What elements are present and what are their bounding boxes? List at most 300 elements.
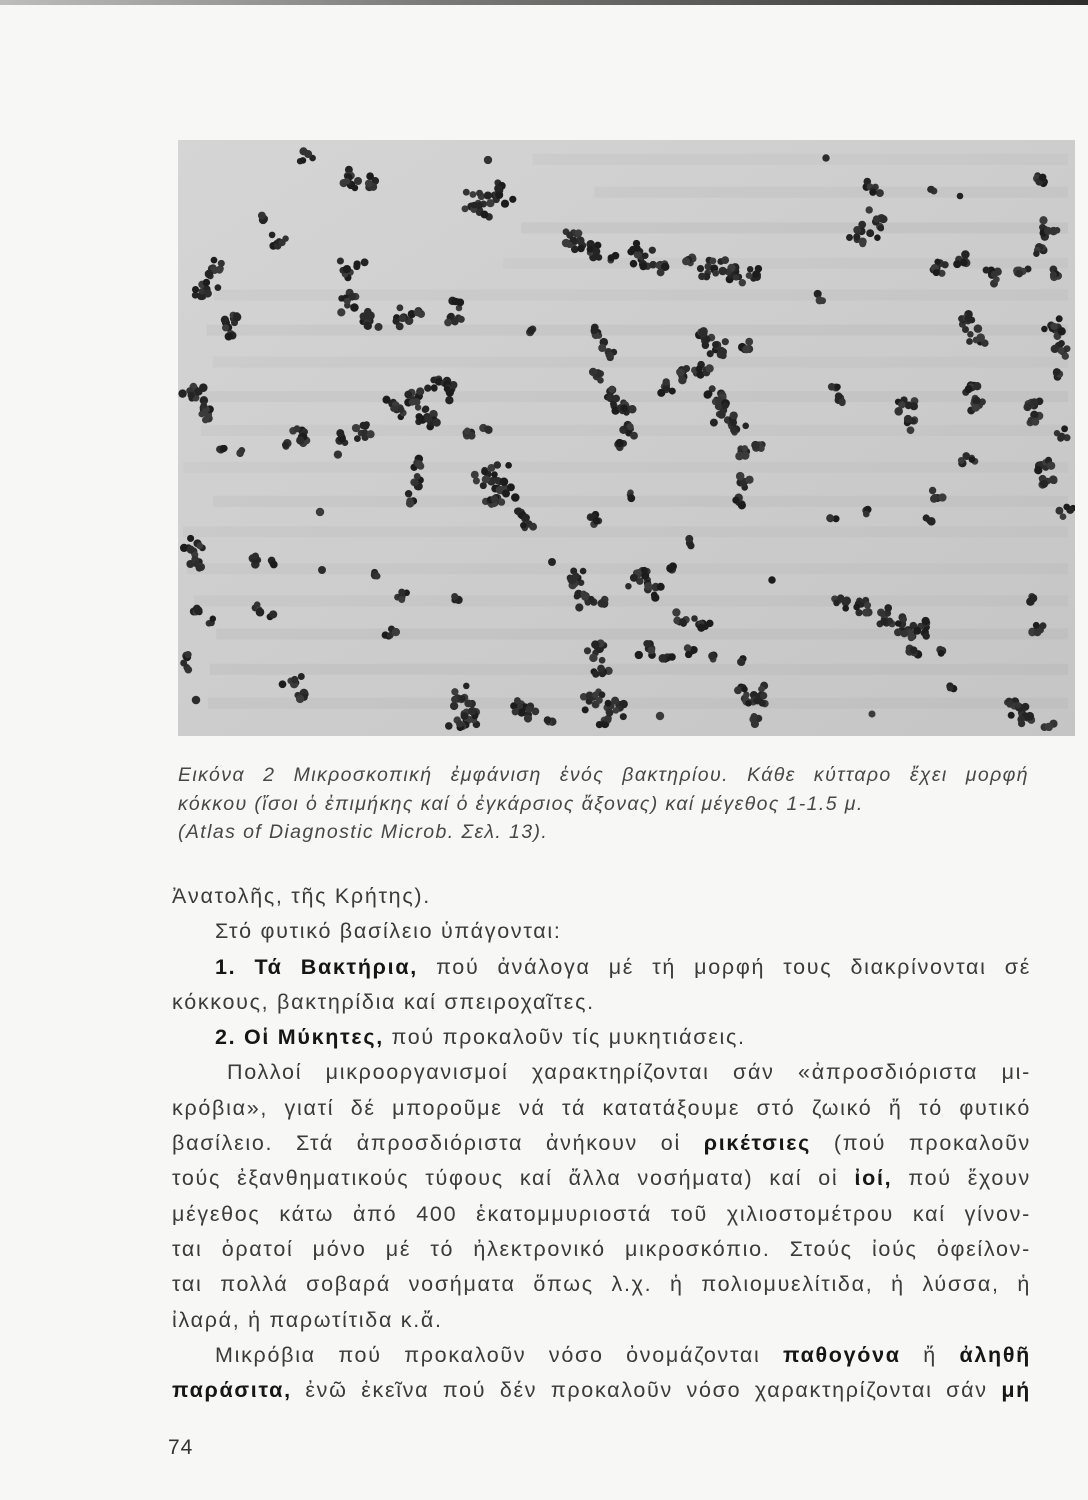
- coccus-cell: [839, 399, 846, 406]
- coccus-cell: [374, 573, 381, 580]
- coccus-cell: [473, 477, 480, 484]
- coccus-cell: [196, 564, 203, 571]
- coccus-cell: [853, 233, 860, 240]
- bacteria-cluster: [192, 696, 201, 705]
- coccus-cell: [874, 234, 881, 241]
- coccus-cell: [941, 261, 948, 268]
- coccus-cell: [444, 386, 451, 393]
- coccus-cell: [760, 692, 767, 699]
- coccus-cell: [1058, 327, 1066, 335]
- bleed-through-band: [183, 462, 1068, 473]
- coccus-cell: [967, 331, 974, 338]
- coccus-cell: [279, 680, 287, 688]
- coccus-cell: [1026, 597, 1035, 606]
- coccus-cell: [722, 338, 729, 345]
- coccus-cell: [1023, 403, 1031, 411]
- coccus-cell: [566, 242, 573, 249]
- coccus-cell: [745, 476, 753, 484]
- text-line: [172, 1373, 1031, 1408]
- coccus-cell: [350, 303, 359, 312]
- coccus-cell: [184, 666, 192, 674]
- coccus-cell: [752, 270, 759, 277]
- coccus-cell: [482, 475, 490, 483]
- text-line: μέγεθος κάτω ἀπό 400 ἑκατομμυριοστά τοῦ χιλιοστομέτρου καί γίνον-: [172, 1201, 1031, 1226]
- coccus-cell: [593, 248, 601, 256]
- coccus-cell: [527, 327, 535, 335]
- coccus-cell: [938, 493, 946, 501]
- coccus-cell: [983, 267, 990, 274]
- bleed-through-band: [183, 526, 1068, 537]
- coccus-cell: [659, 654, 668, 663]
- coccus-cell: [451, 688, 458, 695]
- coccus-cell: [908, 632, 915, 639]
- coccus-cell: [484, 191, 492, 199]
- coccus-cell: [337, 308, 345, 316]
- coccus-cell: [684, 644, 692, 652]
- bleed-through-band: [208, 698, 1068, 709]
- coccus-cell: [960, 259, 968, 267]
- coccus-cell: [679, 618, 686, 625]
- coccus-cell: [459, 695, 465, 701]
- coccus-cell: [625, 583, 631, 589]
- coccus-cell: [367, 430, 375, 438]
- coccus-cell: [991, 271, 998, 278]
- coccus-cell: [1044, 227, 1052, 235]
- coccus-cell: [905, 401, 913, 409]
- coccus-cell: [270, 561, 278, 569]
- coccus-cell: [464, 428, 471, 435]
- coccus-cell: [382, 396, 390, 404]
- coccus-cell: [354, 435, 361, 442]
- bacteria-cluster: [316, 508, 324, 516]
- coccus-cell: [644, 582, 652, 590]
- coccus-cell: [422, 406, 429, 413]
- coccus-cell: [1008, 712, 1015, 719]
- coccus-cell: [529, 523, 537, 531]
- coccus-cell: [1063, 504, 1070, 511]
- coccus-cell: [500, 478, 508, 486]
- coccus-cell: [965, 385, 973, 393]
- coccus-cell: [1033, 622, 1040, 629]
- coccus-cell: [668, 653, 675, 660]
- coccus-cell: [641, 572, 649, 580]
- coccus-cell: [507, 483, 515, 491]
- coccus-cell: [666, 564, 674, 572]
- coccus-cell: [751, 713, 758, 720]
- bleed-through-band: [503, 258, 1068, 269]
- coccus-cell: [627, 494, 635, 502]
- coccus-cell: [424, 385, 431, 392]
- coccus-cell: [930, 495, 938, 503]
- coccus-cell: [953, 260, 961, 268]
- coccus-cell: [719, 348, 727, 356]
- coccus-cell: [630, 574, 638, 582]
- coccus-cell: [738, 501, 746, 509]
- coccus-cell: [709, 257, 716, 264]
- coccus-cell: [269, 232, 276, 239]
- coccus-cell: [180, 660, 187, 667]
- coccus-cell: [1054, 227, 1061, 234]
- coccus-cell: [1014, 702, 1021, 709]
- coccus-cell: [1058, 340, 1065, 347]
- coccus-cell: [203, 279, 210, 286]
- caption-line: (Atlas of Diagnostic Microb. Σελ. 13).: [178, 821, 549, 843]
- line-text: πού ἀνάλογα μέ τή μορφή τους διακρίνονται σέ: [417, 954, 1031, 979]
- bold-term: ἰοί,: [854, 1166, 893, 1191]
- coccus-cell: [643, 640, 650, 647]
- coccus-cell: [486, 199, 494, 207]
- caption-line: κόκκου (ἴσοι ὁ ἐπιμήκης καί ὁ ἐγκάρσιος ἄξονας) καί μέγεθος 1-1.5 μ.: [178, 792, 864, 815]
- coccus-cell: [1054, 430, 1060, 436]
- coccus-cell: [743, 692, 750, 699]
- coccus-cell: [494, 461, 502, 469]
- coccus-cell: [589, 654, 597, 662]
- coccus-cell: [291, 676, 298, 683]
- coccus-cell: [296, 695, 304, 703]
- coccus-cell: [620, 404, 627, 411]
- coccus-cell: [484, 426, 491, 433]
- coccus-cell: [221, 316, 229, 324]
- coccus-cell: [866, 206, 873, 213]
- bleed-through-band: [594, 187, 1068, 198]
- coccus-cell: [258, 212, 266, 220]
- line-text: πού ἔχουν: [892, 1166, 1031, 1191]
- line-text: Μικρόβια πού προκαλοῦν νόσο ὀνομάζονται: [215, 1342, 783, 1367]
- text-line: Στό φυτικό βασίλειο ὑπάγονται:: [215, 919, 562, 944]
- coccus-cell: [352, 185, 359, 192]
- coccus-cell: [630, 432, 638, 440]
- coccus-cell: [514, 508, 521, 515]
- coccus-cell: [215, 284, 222, 291]
- coccus-cell: [1030, 398, 1038, 406]
- coccus-cell: [737, 658, 745, 666]
- coccus-cell: [708, 652, 716, 660]
- coccus-cell: [697, 265, 704, 272]
- coccus-cell: [362, 423, 369, 430]
- coccus-cell: [974, 324, 983, 333]
- coccus-cell: [739, 279, 746, 286]
- coccus-cell: [185, 651, 192, 658]
- coccus-cell: [730, 411, 738, 419]
- coccus-cell: [685, 651, 692, 658]
- coccus-cell: [732, 497, 739, 504]
- coccus-cell: [894, 628, 902, 636]
- coccus-cell: [188, 392, 195, 399]
- coccus-cell: [334, 450, 342, 458]
- page-number: 74: [168, 1436, 194, 1459]
- bacteria-cluster: [548, 558, 556, 566]
- coccus-cell: [415, 460, 423, 468]
- coccus-cell: [634, 251, 642, 259]
- coccus-cell: [587, 246, 594, 253]
- coccus-cell: [957, 193, 964, 200]
- coccus-cell: [876, 189, 884, 197]
- coccus-cell: [741, 451, 750, 460]
- coccus-cell: [221, 445, 228, 452]
- coccus-cell: [706, 620, 713, 627]
- coccus-cell: [863, 511, 870, 518]
- bold-term: παράσιτα,: [172, 1378, 292, 1403]
- coccus-cell: [608, 386, 615, 393]
- coccus-cell: [745, 700, 751, 706]
- coccus-cell: [299, 147, 307, 155]
- line-text: (πού προκαλοῦν: [811, 1131, 1031, 1156]
- coccus-cell: [742, 345, 750, 353]
- coccus-cell: [501, 200, 509, 208]
- coccus-cell: [672, 608, 680, 616]
- coccus-cell: [279, 239, 286, 246]
- coccus-cell: [1031, 418, 1039, 426]
- coccus-cell: [405, 490, 412, 497]
- coccus-cell: [210, 616, 217, 623]
- coccus-cell: [842, 605, 849, 612]
- coccus-cell: [582, 706, 589, 713]
- bold-term: 2. Οἱ Μύκητες,: [215, 1025, 384, 1050]
- coccus-cell: [1039, 174, 1046, 181]
- coccus-cell: [816, 296, 824, 304]
- coccus-cell: [365, 180, 373, 188]
- bacteria-cluster: [957, 193, 964, 200]
- coccus-cell: [512, 708, 519, 715]
- line-text: ἤ: [900, 1342, 960, 1367]
- coccus-cell: [414, 308, 422, 316]
- coccus-cell: [655, 262, 662, 269]
- coccus-cell: [753, 696, 761, 704]
- coccus-cell: [424, 414, 432, 422]
- coccus-cell: [511, 493, 520, 502]
- coccus-cell: [1055, 507, 1063, 515]
- coccus-cell: [620, 713, 627, 720]
- bold-term: ρικέτσιες: [703, 1131, 812, 1156]
- bold-term: 1. Τά Βακτήρια,: [215, 954, 418, 979]
- coccus-cell: [390, 405, 397, 412]
- coccus-cell: [354, 177, 362, 185]
- coccus-cell: [973, 337, 980, 344]
- text-line: [215, 950, 1031, 985]
- coccus-cell: [691, 615, 698, 622]
- coccus-cell: [505, 462, 512, 469]
- coccus-cell: [468, 707, 477, 716]
- coccus-cell: [336, 429, 344, 437]
- coccus-cell: [491, 495, 499, 503]
- text-line: κρόβια», γιατί δέ μποροῦμε νά τά κατατάξουμε στό ζωικό ἤ τό φυτικό: [172, 1095, 1031, 1120]
- coccus-cell: [834, 384, 840, 390]
- coccus-cell: [606, 351, 614, 359]
- coccus-cell: [647, 647, 655, 655]
- coccus-cell: [431, 384, 438, 391]
- bacteria-cluster: [751, 441, 765, 452]
- coccus-cell: [414, 473, 421, 480]
- coccus-cell: [476, 190, 483, 197]
- coccus-cell: [696, 365, 703, 372]
- coccus-cell: [864, 602, 871, 609]
- coccus-cell: [927, 186, 934, 193]
- text-line: [172, 1161, 1031, 1196]
- coccus-cell: [712, 341, 719, 348]
- coccus-cell: [1051, 345, 1059, 353]
- coccus-cell: [878, 225, 884, 231]
- coccus-cell: [1034, 629, 1042, 637]
- coccus-cell: [480, 210, 488, 218]
- coccus-cell: [593, 517, 601, 525]
- bleed-through-band: [213, 357, 1068, 368]
- coccus-cell: [196, 542, 203, 549]
- text-line: [172, 1126, 1031, 1161]
- coccus-cell: [463, 189, 470, 196]
- coccus-cell: [502, 490, 510, 498]
- coccus-cell: [398, 589, 405, 596]
- coccus-cell: [433, 418, 441, 426]
- coccus-cell: [296, 436, 304, 444]
- coccus-cell: [612, 395, 620, 403]
- coccus-cell: [205, 270, 213, 278]
- bacteria-cluster: [768, 576, 775, 583]
- text-line: κόκκους, βακτηρίδια καί σπειροχαῖτες.: [172, 989, 595, 1014]
- coccus-cell: [580, 568, 587, 575]
- coccus-cell: [216, 266, 224, 274]
- coccus-cell: [199, 383, 208, 392]
- coccus-cell: [873, 215, 880, 222]
- coccus-cell: [922, 617, 930, 625]
- micrograph-image: [178, 140, 1075, 736]
- coccus-cell: [718, 267, 727, 276]
- bleed-through-band: [216, 629, 1068, 640]
- coccus-cell: [826, 514, 834, 522]
- coccus-cell: [484, 156, 492, 164]
- coccus-cell: [584, 647, 591, 654]
- coccus-cell: [589, 368, 597, 376]
- coccus-cell: [202, 416, 209, 423]
- coccus-cell: [494, 184, 502, 192]
- coccus-cell: [649, 247, 656, 254]
- coccus-cell: [591, 640, 599, 648]
- coccus-cell: [364, 322, 372, 330]
- text-line: ἰλαρά, ἡ παρωτίτιδα κ.ἄ.: [172, 1307, 443, 1332]
- coccus-cell: [451, 593, 458, 600]
- coccus-cell: [194, 606, 202, 614]
- coccus-cell: [444, 319, 452, 327]
- coccus-cell: [853, 226, 861, 234]
- coccus-cell: [404, 391, 412, 399]
- text-line: ται ὁρατοί μόνο μέ τό ἠλεκτρονικό μικροσκόπιο. Στούς ἰούς ὀφείλον-: [172, 1236, 1031, 1261]
- scan-edge-shadow: [0, 0, 1088, 5]
- coccus-cell: [450, 702, 458, 710]
- coccus-cell: [471, 471, 479, 479]
- coccus-cell: [577, 245, 585, 253]
- coccus-cell: [470, 191, 477, 198]
- coccus-cell: [620, 700, 628, 708]
- coccus-cell: [730, 419, 737, 426]
- coccus-cell: [853, 604, 860, 611]
- coccus-cell: [415, 404, 421, 410]
- coccus-cell: [938, 650, 945, 657]
- coccus-cell: [599, 657, 606, 664]
- coccus-cell: [344, 298, 351, 305]
- coccus-cell: [846, 234, 853, 241]
- coccus-cell: [1041, 326, 1047, 332]
- coccus-cell: [627, 248, 634, 255]
- coccus-cell: [178, 389, 186, 397]
- coccus-cell: [879, 215, 887, 223]
- coccus-cell: [1060, 513, 1067, 520]
- coccus-cell: [972, 404, 980, 412]
- coccus-cell: [1047, 462, 1055, 470]
- coccus-cell: [833, 600, 840, 607]
- coccus-cell: [768, 576, 775, 583]
- coccus-cell: [498, 498, 505, 505]
- coccus-cell: [927, 517, 935, 525]
- coccus-cell: [445, 722, 453, 730]
- coccus-cell: [598, 344, 606, 352]
- coccus-cell: [734, 686, 742, 694]
- coccus-cell: [256, 608, 265, 617]
- coccus-cell: [1039, 216, 1047, 224]
- coccus-cell: [337, 257, 344, 264]
- coccus-cell: [733, 274, 739, 280]
- coccus-cell: [361, 258, 369, 266]
- coccus-cell: [1056, 315, 1063, 322]
- coccus-cell: [627, 423, 634, 430]
- coccus-cell: [712, 270, 719, 277]
- coccus-cell: [706, 364, 714, 372]
- coccus-cell: [687, 542, 694, 549]
- coccus-cell: [742, 445, 749, 452]
- coccus-cell: [594, 242, 601, 249]
- coccus-cell: [651, 594, 659, 602]
- coccus-cell: [878, 610, 885, 617]
- coccus-cell: [509, 196, 516, 203]
- coccus-cell: [901, 630, 909, 638]
- line-text: πού προκαλοῦν τίς μυκητιάσεις.: [383, 1025, 746, 1050]
- coccus-cell: [913, 627, 921, 635]
- coccus-cell: [717, 410, 726, 419]
- coccus-cell: [745, 338, 753, 346]
- coccus-cell: [1006, 701, 1013, 708]
- coccus-cell: [192, 696, 201, 705]
- coccus-cell: [352, 424, 360, 432]
- coccus-cell: [606, 709, 613, 716]
- coccus-cell: [598, 599, 607, 608]
- coccus-cell: [822, 154, 829, 161]
- coccus-cell: [463, 683, 470, 690]
- bold-term: ἀληθῆ: [959, 1342, 1031, 1367]
- coccus-cell: [1034, 466, 1042, 474]
- coccus-cell: [353, 260, 360, 267]
- line-text: βασίλειο. Στά ἀπροσδιόριστα ἀνήκουν οἱ: [172, 1131, 704, 1156]
- coccus-cell: [462, 205, 469, 212]
- coccus-cell: [316, 508, 324, 516]
- coccus-cell: [597, 665, 605, 673]
- coccus-cell: [634, 245, 641, 252]
- coccus-cell: [187, 546, 195, 554]
- coccus-cell: [591, 327, 598, 334]
- coccus-cell: [929, 487, 936, 494]
- coccus-cell: [392, 628, 400, 636]
- coccus-cell: [721, 256, 729, 264]
- bacteria-cluster: [868, 710, 875, 717]
- coccus-cell: [682, 257, 690, 265]
- coccus-cell: [898, 401, 905, 408]
- coccus-cell: [1033, 250, 1040, 257]
- coccus-cell: [910, 646, 918, 654]
- coccus-cell: [1053, 368, 1061, 376]
- coccus-cell: [922, 632, 929, 639]
- coccus-cell: [592, 671, 599, 678]
- coccus-cell: [1050, 323, 1057, 330]
- coccus-cell: [298, 673, 305, 680]
- coccus-cell: [451, 696, 458, 703]
- coccus-cell: [218, 260, 225, 267]
